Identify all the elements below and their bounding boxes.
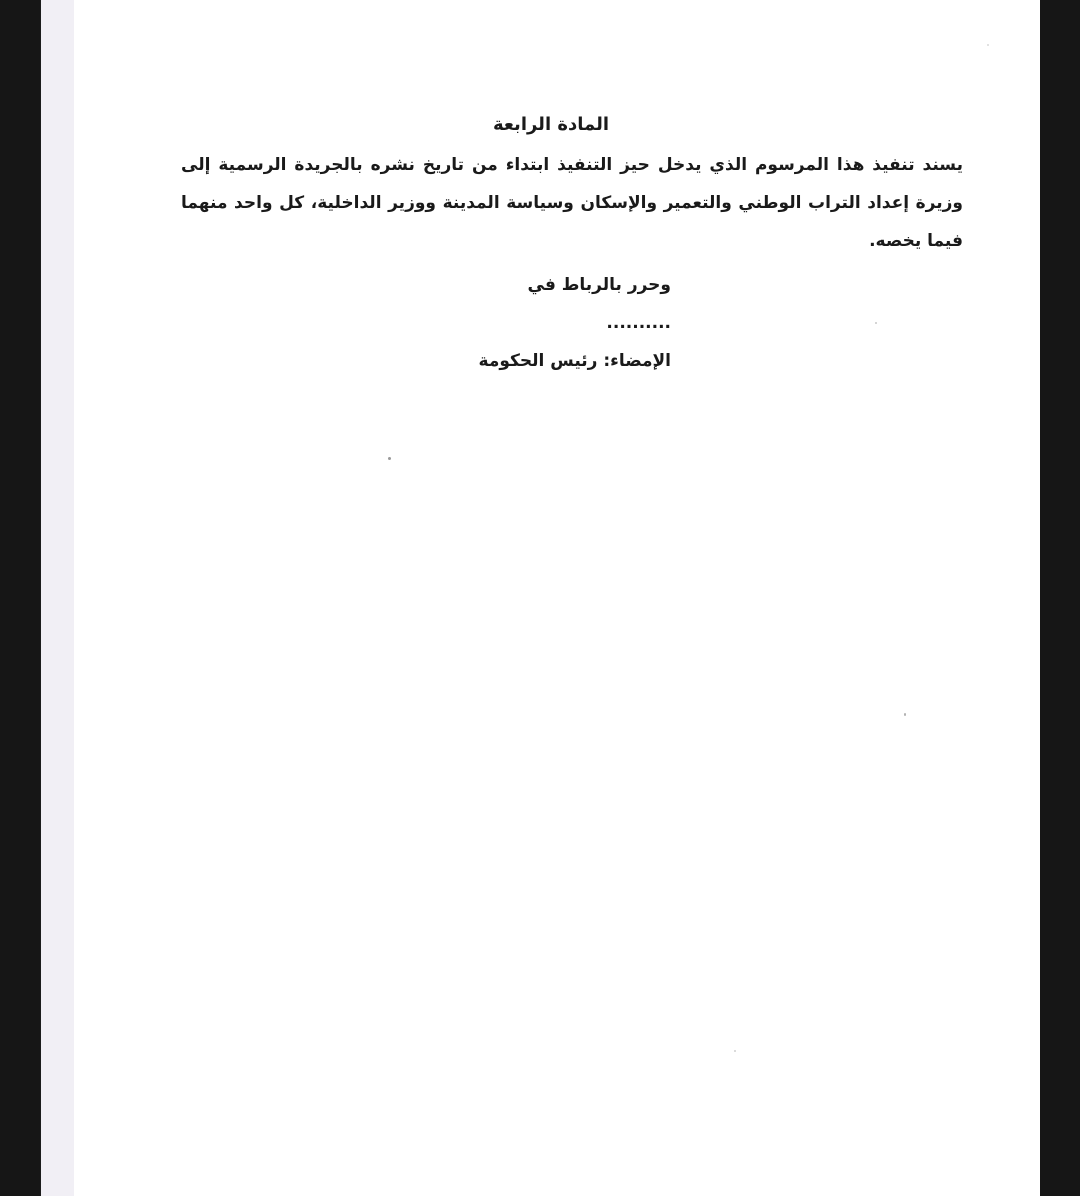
place-date-line: وحرر بالرباط في .......... <box>527 275 671 333</box>
scan-speck <box>388 457 391 460</box>
document-page <box>41 0 1040 1196</box>
scan-speck <box>875 322 877 324</box>
scan-speck <box>734 1050 736 1052</box>
closing-block <box>461 266 671 380</box>
viewer-left-margin <box>0 0 40 1196</box>
article-heading: المادة الرابعة <box>492 114 609 135</box>
page-content <box>41 0 1040 1196</box>
signature-line: الإمضاء: رئيس الحكومة <box>478 351 671 371</box>
viewer-right-margin <box>1040 0 1080 1196</box>
scan-speck <box>987 44 989 46</box>
article-body: يسند تنفيذ هذا المرسوم الذي يدخل حيز التنفيذ ابتداء من تاريخ نشره بالجريدة الرسمية إلى وزيرة إعداد التراب الوطني والتعمير والإسكان وسياسة المدينة ووزير الداخلية، كل واحد منهما فيما يخصه. <box>181 155 963 251</box>
scan-speck <box>904 713 906 716</box>
